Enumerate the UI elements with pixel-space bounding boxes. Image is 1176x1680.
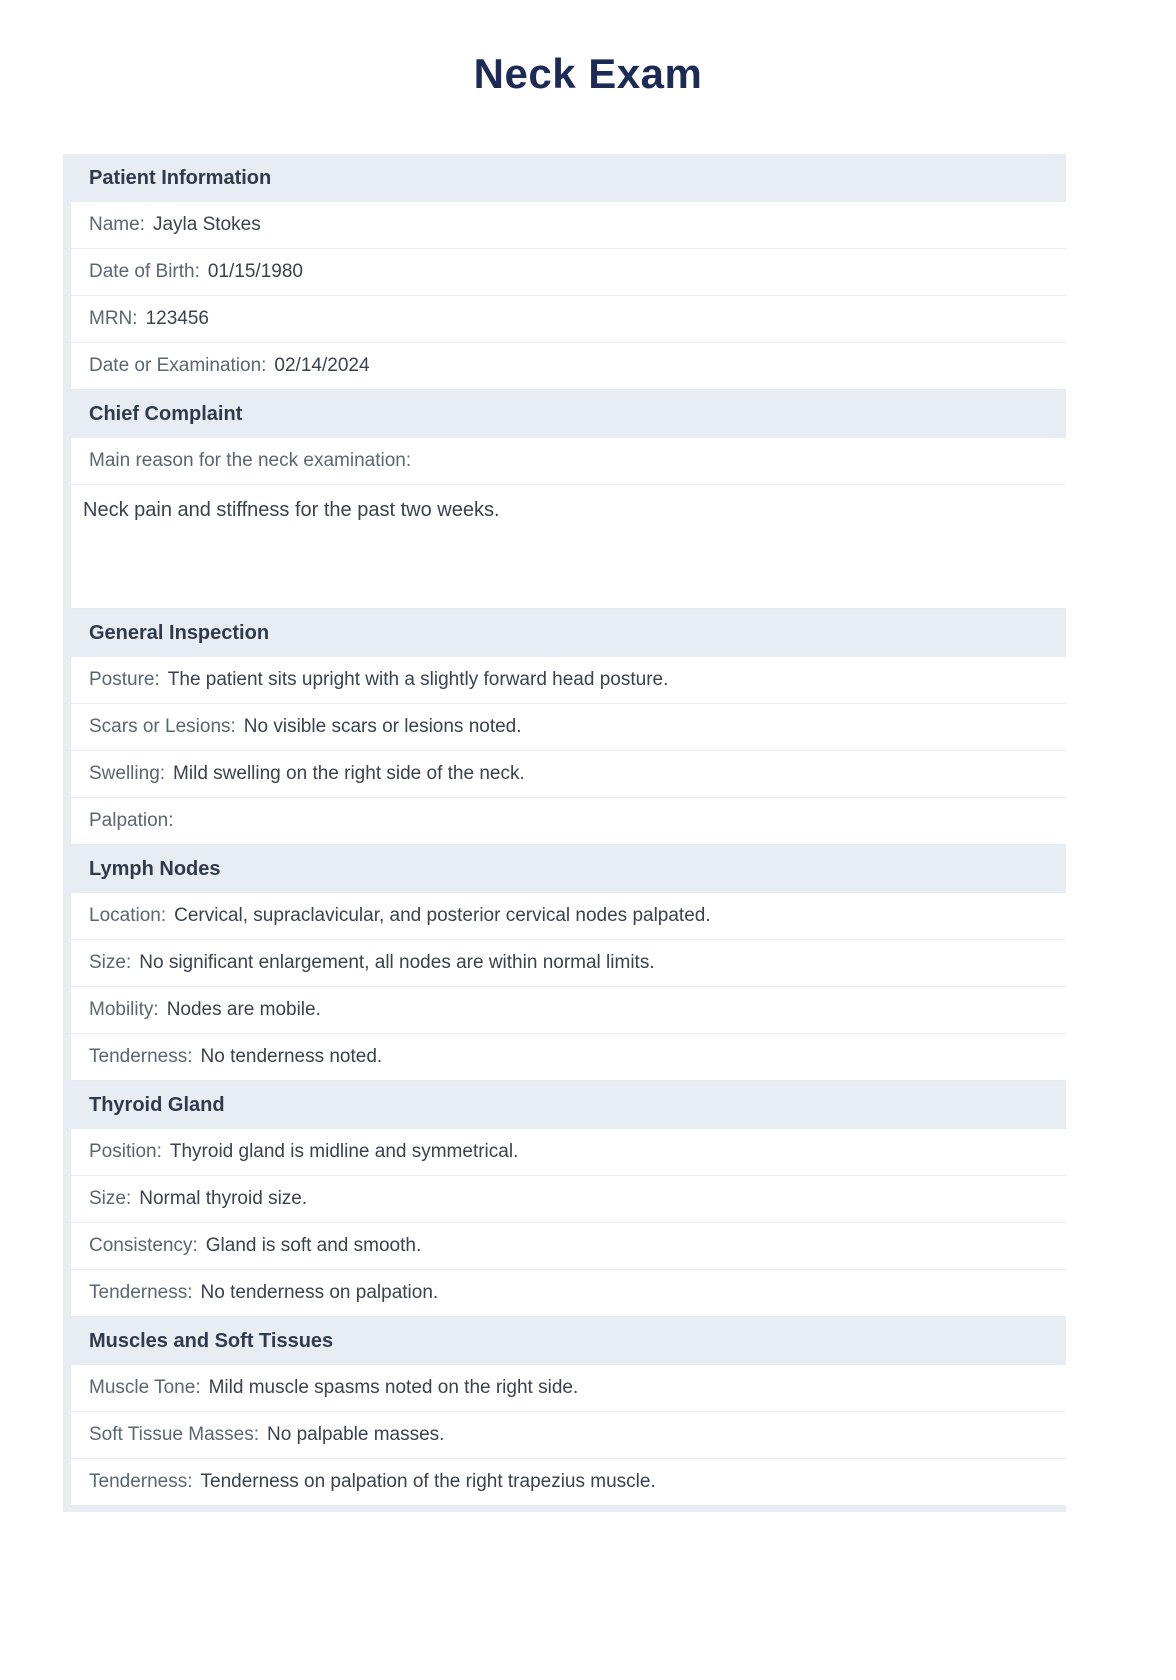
section-header-muscles-and-soft-tissues bbox=[63, 1317, 1066, 1365]
chief-complaint-note[interactable]: Neck pain and stiffness for the past two weeks. bbox=[71, 485, 1066, 609]
field-value[interactable]: Jayla Stokes bbox=[152, 214, 261, 236]
form-row-palpation bbox=[71, 798, 1066, 845]
field-label: Tenderness: bbox=[89, 1046, 193, 1068]
section-header-lymph-nodes bbox=[63, 845, 1066, 893]
form-row-scars-or-lesions bbox=[71, 704, 1066, 751]
section-title: Patient Information bbox=[89, 166, 272, 189]
form-row-posture bbox=[71, 657, 1066, 704]
field-label: Name: bbox=[89, 214, 145, 236]
form-row-chief-complaint-prompt bbox=[71, 438, 1066, 485]
field-label: Mobility: bbox=[89, 999, 159, 1021]
form-row-date-of-examination bbox=[71, 343, 1066, 390]
section-title: Thyroid Gland bbox=[89, 1093, 225, 1116]
field-label: Position: bbox=[89, 1141, 162, 1163]
field-label: Consistency: bbox=[89, 1235, 198, 1257]
field-label: Palpation: bbox=[89, 810, 174, 832]
field-value[interactable]: Cervical, supraclavicular, and posterior cervical nodes palpated. bbox=[174, 905, 711, 927]
field-value[interactable]: Mild muscle spasms noted on the right side. bbox=[208, 1377, 579, 1399]
form-row-muscle-tenderness bbox=[71, 1459, 1066, 1506]
field-value[interactable]: 01/15/1980 bbox=[207, 261, 303, 283]
field-value[interactable]: 123456 bbox=[145, 308, 209, 330]
field-label: Scars or Lesions: bbox=[89, 716, 236, 738]
neck-exam-form bbox=[63, 154, 1066, 1512]
form-row-date-of-birth bbox=[71, 249, 1066, 296]
field-label: Location: bbox=[89, 905, 167, 927]
field-label: Posture: bbox=[89, 669, 160, 691]
page-title: Neck Exam bbox=[473, 50, 703, 97]
form-row-location bbox=[71, 893, 1066, 940]
field-value[interactable]: 02/14/2024 bbox=[274, 355, 370, 377]
field-label: Soft Tissue Masses: bbox=[89, 1424, 260, 1446]
field-label: Tenderness: bbox=[89, 1282, 193, 1304]
section-header-thyroid-gland bbox=[63, 1081, 1066, 1129]
field-value[interactable]: No tenderness noted. bbox=[200, 1046, 383, 1068]
field-value[interactable]: Tenderness on palpation of the right trapezius muscle. bbox=[200, 1471, 656, 1493]
field-label: Muscle Tone: bbox=[89, 1377, 201, 1399]
form-row-thyroid-tenderness bbox=[71, 1270, 1066, 1317]
section-header-patient-information bbox=[63, 154, 1066, 202]
form-row-mobility bbox=[71, 987, 1066, 1034]
field-value[interactable]: No significant enlargement, all nodes are within normal limits. bbox=[139, 952, 655, 974]
field-value[interactable]: Normal thyroid size. bbox=[139, 1188, 308, 1210]
section-title: Muscles and Soft Tissues bbox=[89, 1329, 334, 1352]
section-title: Chief Complaint bbox=[89, 402, 243, 425]
field-label: Size: bbox=[89, 1188, 132, 1210]
form-row-name bbox=[71, 202, 1066, 249]
field-label: Main reason for the neck examination: bbox=[89, 450, 412, 472]
field-value[interactable]: No visible scars or lesions noted. bbox=[243, 716, 522, 738]
field-value[interactable]: Mild swelling on the right side of the neck. bbox=[173, 763, 525, 785]
field-value[interactable]: Thyroid gland is midline and symmetrical. bbox=[169, 1141, 519, 1163]
field-label: MRN: bbox=[89, 308, 138, 330]
field-value[interactable]: No palpable masses. bbox=[267, 1424, 445, 1446]
form-row-position bbox=[71, 1129, 1066, 1176]
field-label: Swelling: bbox=[89, 763, 166, 785]
field-value[interactable]: The patient sits upright with a slightly forward head posture. bbox=[167, 669, 669, 691]
section-title: Lymph Nodes bbox=[89, 857, 221, 880]
field-label: Date or Examination: bbox=[89, 355, 267, 377]
form-row-lymph-tenderness bbox=[71, 1034, 1066, 1081]
field-label: Size: bbox=[89, 952, 132, 974]
form-row-thyroid-size bbox=[71, 1176, 1066, 1223]
field-label: Date of Birth: bbox=[89, 261, 200, 283]
field-value[interactable]: No tenderness on palpation. bbox=[200, 1282, 439, 1304]
form-row-consistency bbox=[71, 1223, 1066, 1270]
field-value[interactable]: Gland is soft and smooth. bbox=[205, 1235, 422, 1257]
field-value[interactable]: Nodes are mobile. bbox=[166, 999, 321, 1021]
section-header-chief-complaint bbox=[63, 390, 1066, 438]
section-title: General Inspection bbox=[89, 621, 270, 644]
section-header-general-inspection bbox=[63, 609, 1066, 657]
form-row-muscle-tone bbox=[71, 1365, 1066, 1412]
form-row-soft-tissue-masses bbox=[71, 1412, 1066, 1459]
form-row-swelling bbox=[71, 751, 1066, 798]
form-row-mrn bbox=[71, 296, 1066, 343]
field-label: Tenderness: bbox=[89, 1471, 193, 1493]
form-row-size bbox=[71, 940, 1066, 987]
